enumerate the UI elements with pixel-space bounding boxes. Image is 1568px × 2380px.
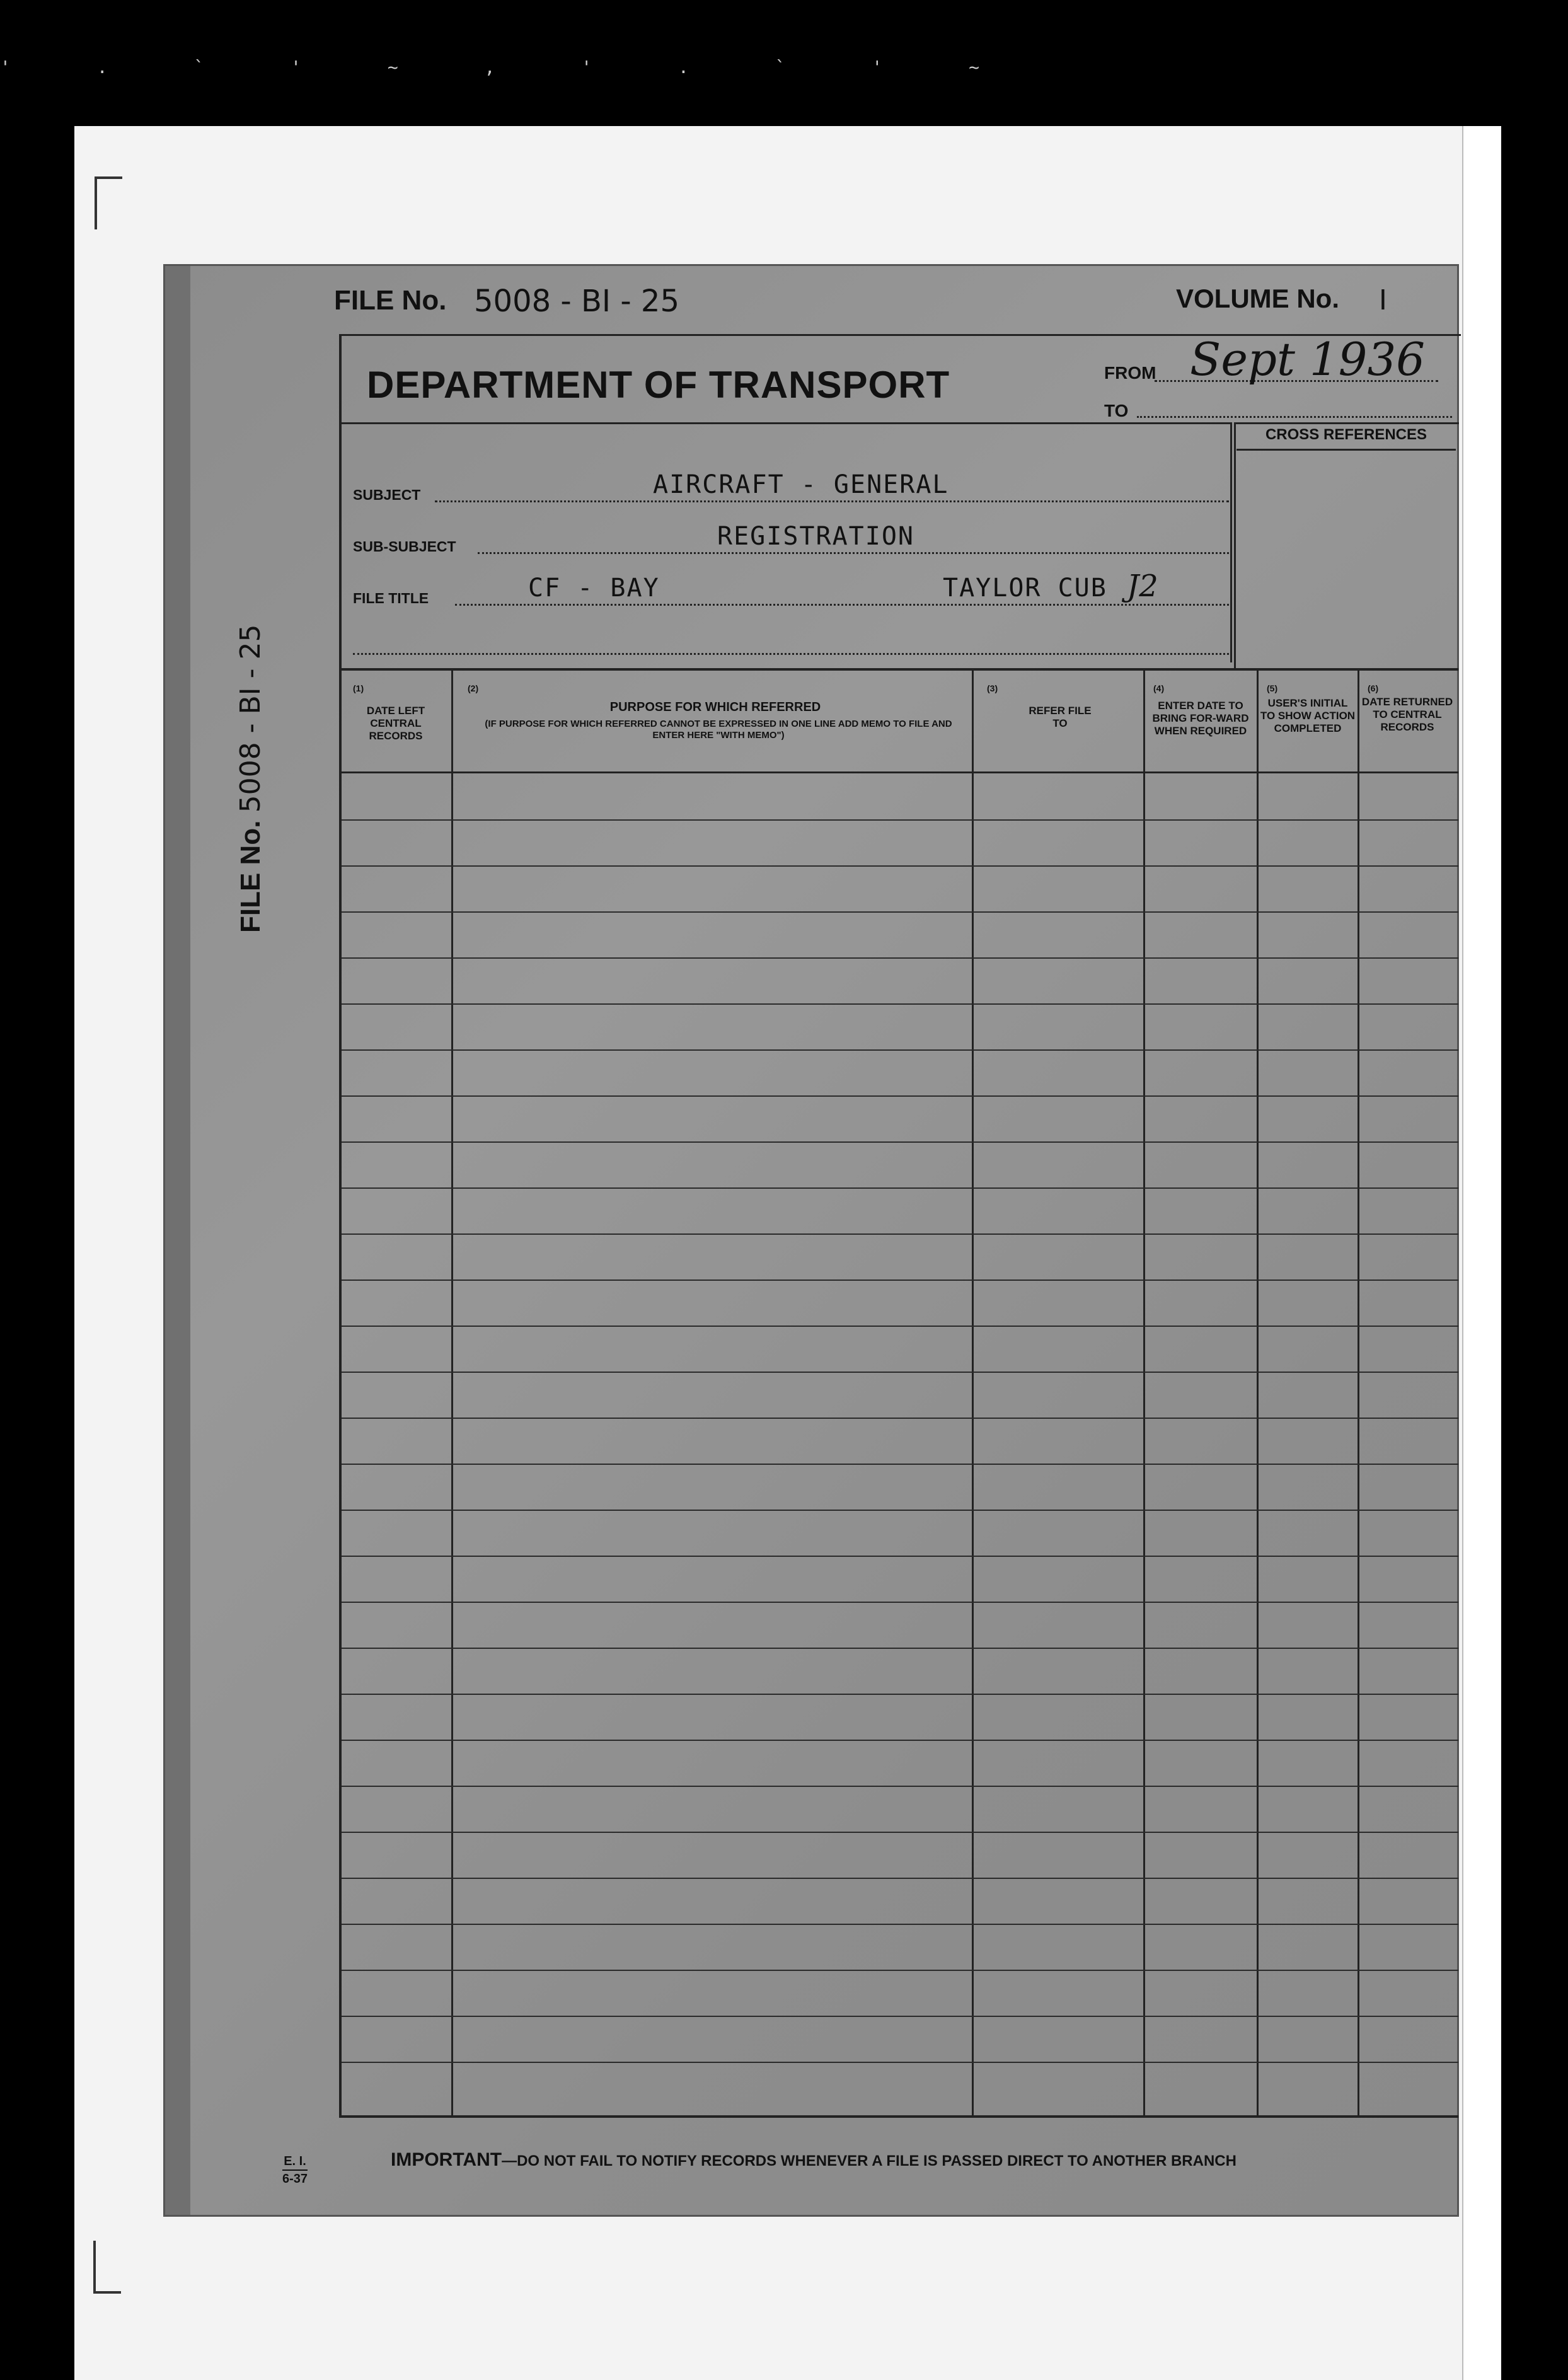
file-no-value: 5008 - BI - 25: [474, 284, 679, 319]
table-row-line: [342, 1280, 1458, 1281]
crop-mark-bottom-left: [93, 2241, 121, 2294]
important-notice: [391, 2149, 1237, 2171]
col-6-number: (6): [1368, 683, 1379, 693]
col-5-header: USER'S INITIAL TO SHOW ACTION COMPLETED: [1260, 697, 1356, 734]
col-5-number: (5): [1267, 683, 1278, 693]
col-6-header: DATE RETURNED TO CENTRAL RECORDS: [1361, 696, 1453, 733]
col-1-header: DATE LEFT CENTRAL RECORDS: [366, 705, 425, 742]
table-row-line: [342, 911, 1458, 913]
table-row-line: [342, 1832, 1458, 1833]
from-label: FROM: [1104, 363, 1156, 383]
sub-subject-line: [478, 552, 1229, 554]
subject-line: [435, 500, 1229, 502]
spine-file-label: FILE No.: [235, 820, 266, 933]
to-label: TO: [1104, 401, 1129, 420]
table-row-line: [342, 1648, 1458, 1649]
col-4-number: (4): [1153, 683, 1165, 693]
table-row-line: [342, 1786, 1458, 1787]
table-row-line: [342, 1464, 1458, 1465]
form-code: [282, 2153, 308, 2187]
department-title: DEPARTMENT OF TRANSPORT: [367, 364, 950, 406]
table-row-line: [342, 2062, 1458, 2063]
folder-spine: [165, 266, 190, 2215]
important-text: —DO NOT FAIL TO NOTIFY RECORDS WHENEVER A FILE IS PASSED DIRECT TO ANOTHER BRANCH: [502, 2152, 1237, 2169]
table-row-line: [342, 1970, 1458, 1971]
table-row-line: [342, 1003, 1458, 1005]
table-row-line: [342, 1740, 1458, 1741]
volume-label: VOLUME No.: [1176, 284, 1339, 313]
table-row-line: [342, 1233, 1458, 1235]
col-divider-5: [1358, 668, 1359, 2115]
scan-mat-edge: [1462, 126, 1501, 2380]
table-row-line: [342, 1924, 1458, 1925]
from-value: Sept 1936: [1190, 333, 1426, 386]
table-row-line: [342, 1510, 1458, 1511]
important-label: IMPORTANT: [391, 2149, 502, 2170]
crop-mark-top-left: [95, 176, 122, 229]
col-3-number: (3): [987, 683, 998, 693]
table-row-line: [342, 1187, 1458, 1189]
cross-references-title: CROSS REFERENCES: [1237, 426, 1456, 451]
file-title-line-2: [353, 653, 1229, 655]
file-title-value-2: TAYLOR CUB: [943, 574, 1107, 603]
col-divider-4: [1257, 668, 1259, 2115]
table-row-line: [342, 1141, 1458, 1143]
table-row-line: [342, 2016, 1458, 2017]
table-row-line: [342, 1372, 1458, 1373]
referral-table: [339, 668, 1458, 2118]
file-title-label: FILE TITLE: [353, 590, 429, 606]
col-1-number: (1): [353, 683, 364, 693]
sub-subject-label: SUB-SUBJECT: [353, 538, 456, 555]
to-line: [1137, 416, 1452, 418]
table-row-line: [342, 819, 1458, 821]
table-row-line: [342, 1556, 1458, 1557]
file-no-label: FILE No.: [334, 285, 447, 316]
col-3-header: REFER FILE TO: [1029, 705, 1092, 729]
spine-file-number: [234, 625, 267, 933]
table-row-line: [342, 1878, 1458, 1879]
col-4-header: ENTER DATE TO BRING FOR-WARD WHEN REQUIRED: [1152, 700, 1249, 737]
table-bottom-rule: [339, 2115, 1458, 2118]
table-row-line: [342, 1049, 1458, 1051]
film-dust: ' . ` ' ~ , ' . ` ' ~: [0, 57, 1018, 78]
file-title-value-1: CF - BAY: [528, 574, 660, 603]
form-code-line-2: 6-37: [282, 2172, 308, 2186]
file-title-value-3: J2: [1127, 569, 1158, 604]
col-2-header: PURPOSE FOR WHICH REFERRED: [609, 700, 821, 714]
file-title-line: [455, 604, 1229, 606]
col-divider-2: [972, 668, 974, 2115]
col-2-number: (2): [468, 683, 479, 693]
spine-file-value: 5008 - BI - 25: [234, 624, 267, 813]
table-row-line: [342, 865, 1458, 867]
table-row-line: [342, 1418, 1458, 1419]
subject-label: SUBJECT: [353, 487, 421, 503]
form-code-line-1: E. I.: [282, 2153, 308, 2171]
col-2-subheader: (IF PURPOSE FOR WHICH REFERRED CANNOT BE EXPRESSED IN ONE LINE ADD MEMO TO FILE AND ENTER HERE "WITH MEMO"): [485, 719, 952, 741]
table-row-line: [342, 1602, 1458, 1603]
col-divider-1: [451, 668, 453, 2115]
table-row-line: [342, 1326, 1458, 1327]
col-divider-3: [1143, 668, 1145, 2115]
table-row-line: [342, 1694, 1458, 1695]
cross-references-box: [1234, 422, 1459, 669]
sub-subject-value: REGISTRATION: [717, 522, 914, 551]
volume-value: I: [1379, 283, 1387, 316]
table-row-line: [342, 957, 1458, 959]
table-row-line: [342, 1095, 1458, 1097]
subject-value: AIRCRAFT - GENERAL: [653, 470, 949, 499]
table-header-rule: [339, 771, 1458, 773]
